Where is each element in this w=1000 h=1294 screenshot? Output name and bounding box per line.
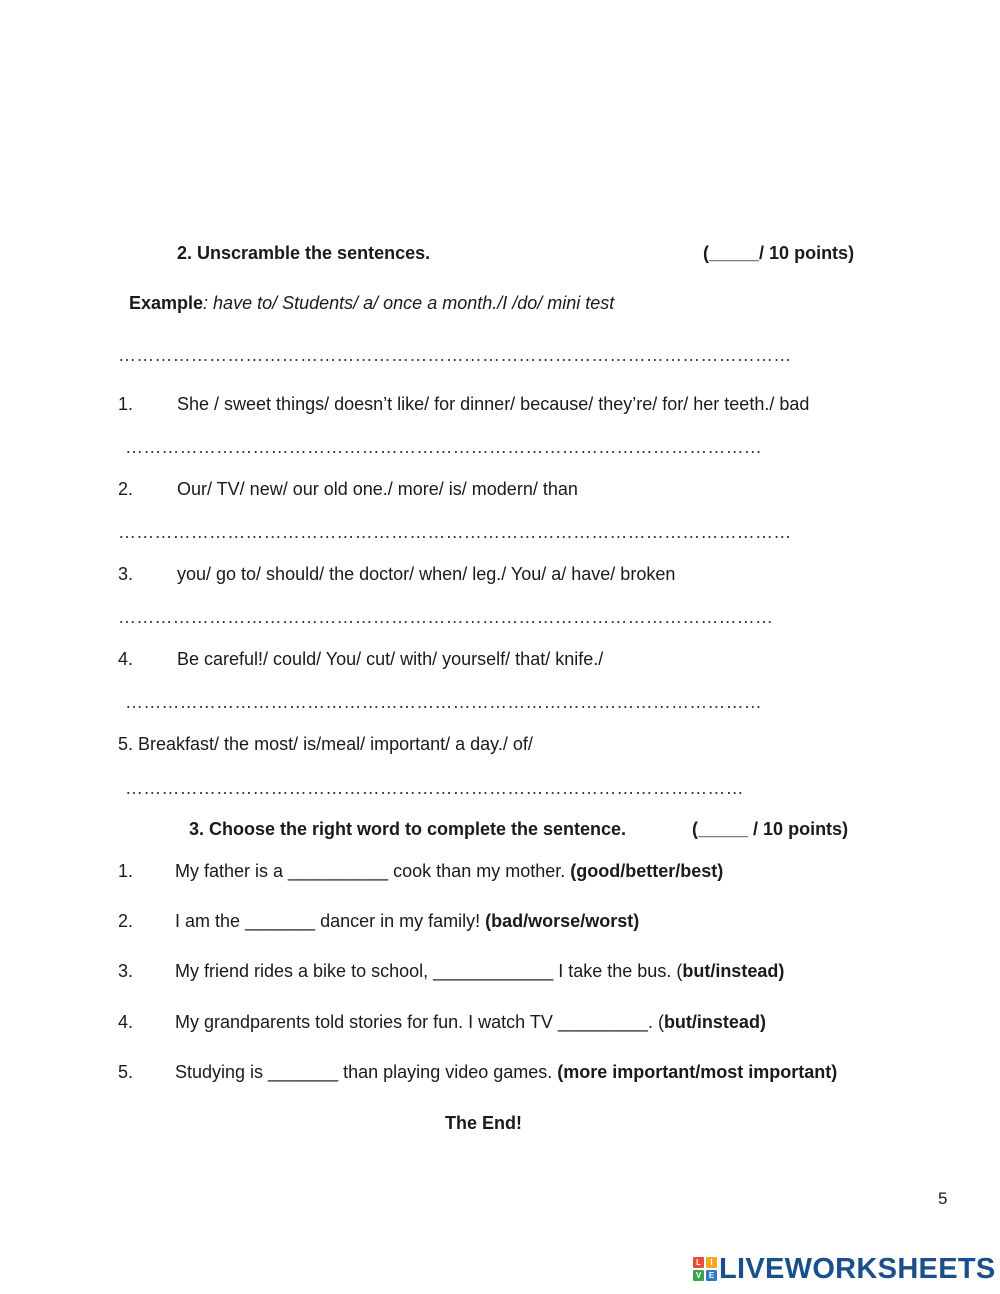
- unscramble-answer-line-1[interactable]: ……………………………………………………………………………………………: [125, 437, 762, 457]
- unscramble-sentence-3: you/ go to/ should/ the doctor/ when/ leg./ You/ a/ have/ broken: [177, 564, 676, 584]
- example-label: Example: [129, 293, 204, 313]
- section2-points: (_____/ 10 points): [703, 243, 855, 263]
- example-text: : have to/ Students/ a/ once a month./I /do/ mini test: [203, 293, 615, 313]
- choose-options-1: (good/better/best): [570, 861, 724, 881]
- liveworksheets-logo-text: LIVEWORKSHEETS: [719, 1252, 996, 1285]
- unscramble-sentence-2: Our/ TV/ new/ our old one./ more/ is/ modern/ than: [177, 479, 578, 499]
- choose-options-5: (more important/most important): [557, 1062, 838, 1082]
- choose-options-4: but/instead): [663, 1012, 766, 1032]
- choose-number-1: 1.: [118, 861, 134, 881]
- choose-number-3: 3.: [118, 961, 134, 981]
- choose-options-3: but/instead): [682, 961, 785, 981]
- choose-sentence-5: [175, 1062, 837, 1083]
- unscramble-sentence-4: Be careful!/ could/ You/ cut/ with/ yourself/ that/ knife./: [177, 649, 604, 669]
- section3-title: 3. Choose the right word to complete the sentence.: [189, 819, 627, 839]
- logo-icon-l: L: [693, 1257, 704, 1268]
- choose-sentence-2: [175, 911, 639, 932]
- choose-text-3: My friend rides a bike to school, ____________ I take the bus. (: [175, 961, 683, 981]
- choose-sentence-3: [175, 961, 784, 982]
- unscramble-answer-line-4[interactable]: ……………………………………………………………………………………………: [125, 692, 762, 712]
- example-answer-line[interactable]: …………………………………………………………………………………………………: [118, 345, 792, 365]
- unscramble-number-1: 1.: [118, 394, 134, 414]
- liveworksheets-icon: [693, 1257, 717, 1281]
- choose-number-5: 5.: [118, 1062, 134, 1082]
- choose-options-2: (bad/worse/worst): [485, 911, 640, 931]
- liveworksheets-logo[interactable]: [693, 1252, 996, 1286]
- unscramble-sentence-1: She / sweet things/ doesn’t like/ for dinner/ because/ they’re/ for/ her teeth./ bad: [177, 394, 810, 414]
- logo-icon-e: E: [706, 1270, 717, 1281]
- unscramble-number-3: 3.: [118, 564, 134, 584]
- unscramble-number-2: 2.: [118, 479, 134, 499]
- section3-points: (_____ / 10 points): [692, 819, 849, 839]
- logo-icon-i: I: [706, 1257, 717, 1268]
- choose-sentence-4: [175, 1012, 766, 1033]
- choose-sentence-1: [175, 861, 723, 882]
- the-end-text: The End!: [445, 1113, 522, 1133]
- unscramble-number-4: 4.: [118, 649, 134, 669]
- unscramble-sentence-5: 5. Breakfast/ the most/ is/meal/ important/ a day./ of/: [118, 734, 533, 754]
- page-number: 5: [938, 1189, 948, 1208]
- choose-number-2: 2.: [118, 911, 134, 931]
- unscramble-answer-line-3[interactable]: ………………………………………………………………………………………………: [118, 607, 774, 627]
- choose-number-4: 4.: [118, 1012, 134, 1032]
- example-row: [129, 293, 614, 314]
- choose-text-1: My father is a __________ cook than my mother.: [175, 861, 571, 881]
- choose-text-2: I am the _______ dancer in my family!: [175, 911, 486, 931]
- logo-icon-v: V: [693, 1270, 704, 1281]
- choose-text-4: My grandparents told stories for fun. I watch TV _________. (: [175, 1012, 664, 1032]
- unscramble-answer-line-5[interactable]: …………………………………………………………………………………………: [125, 778, 744, 798]
- section2-title: 2. Unscramble the sentences.: [177, 243, 431, 263]
- choose-text-5: Studying is _______ than playing video games.: [175, 1062, 558, 1082]
- unscramble-answer-line-2[interactable]: …………………………………………………………………………………………………: [118, 522, 792, 542]
